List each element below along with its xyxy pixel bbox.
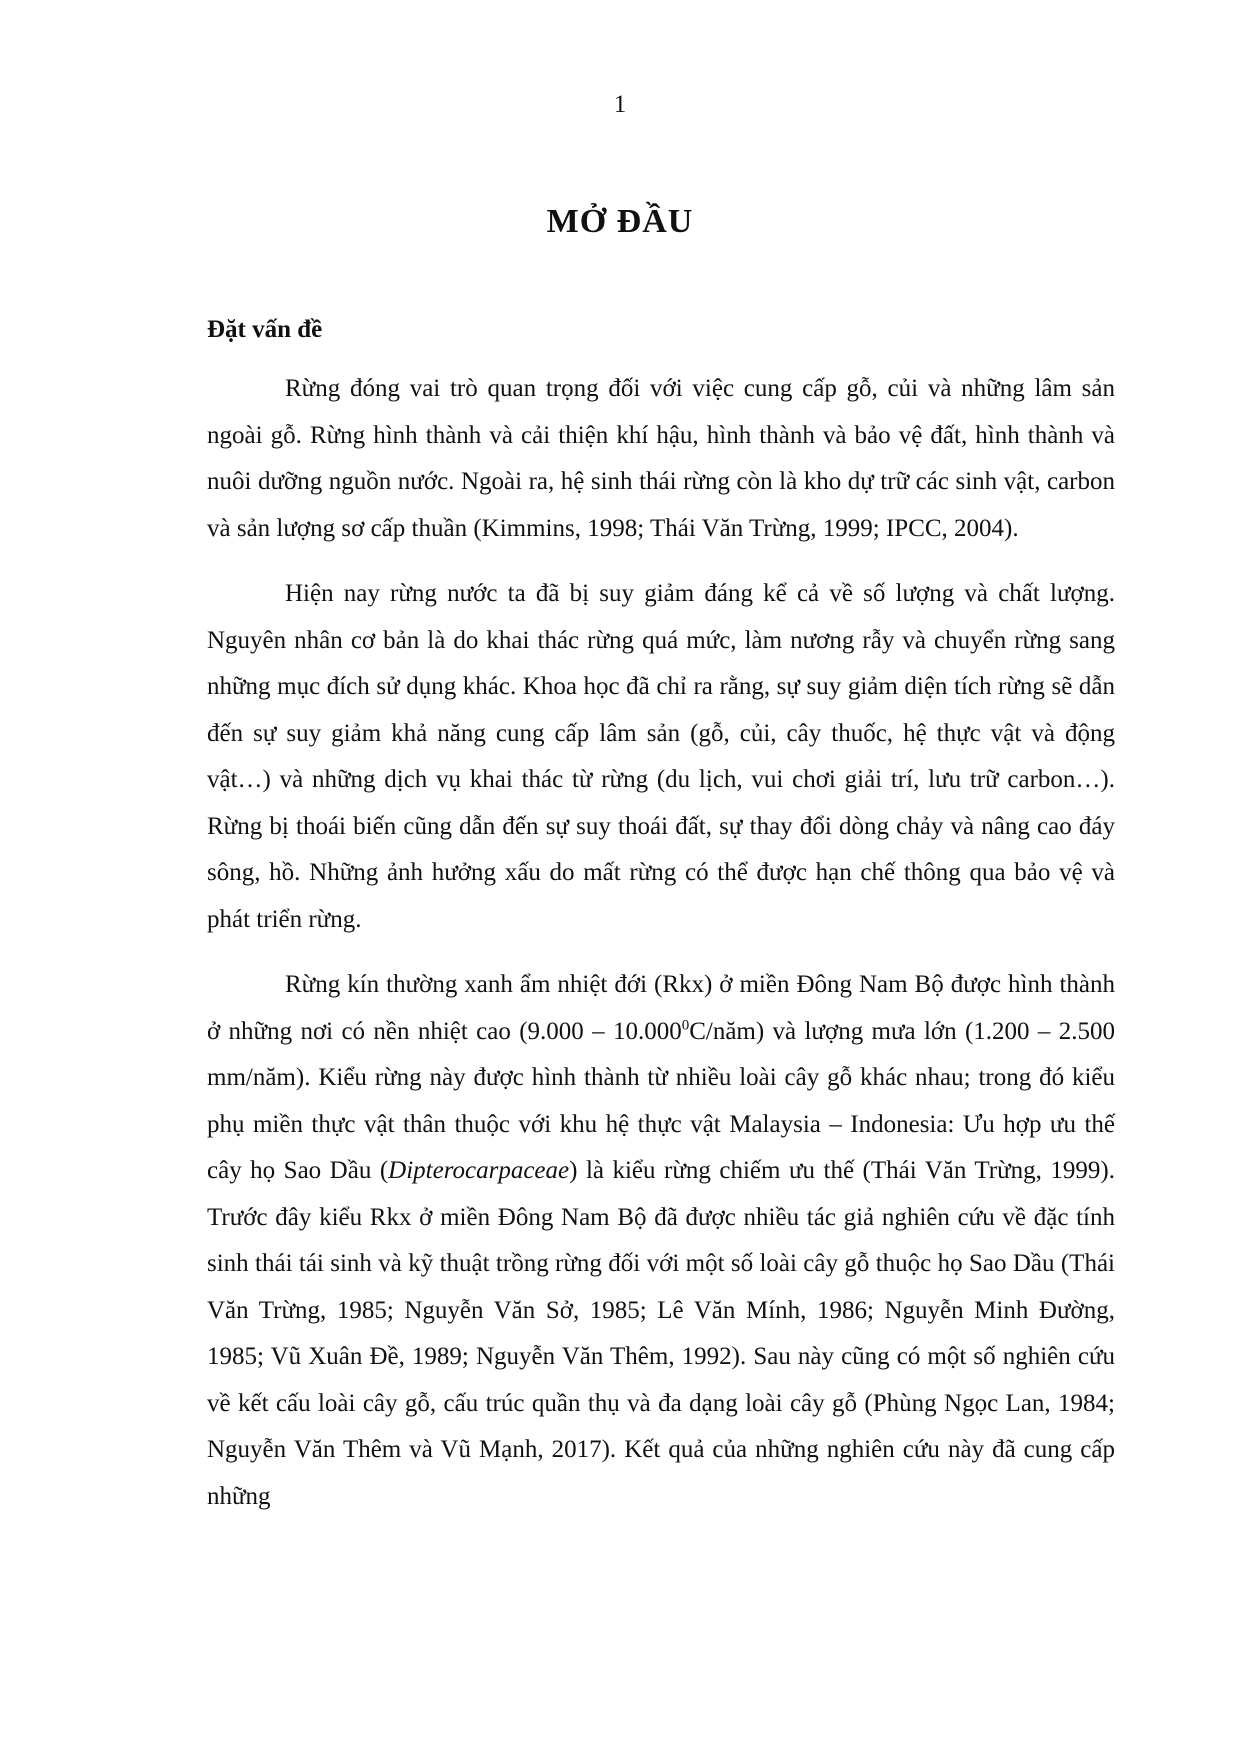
degree-superscript: 0 — [681, 1017, 690, 1034]
page-number: 1 — [613, 91, 627, 118]
body-text — [207, 366, 1115, 1539]
paragraph-1: Rừng đóng vai trò quan trọng đối với việc cung cấp gỗ, củi và những lâm sản ngoài gỗ. Rừng hình thành và cải thiện khí hậu, hình thành và bảo vệ đất, hình thành và nuôi dưỡng nguồn nước. Ngoài ra, hệ sinh thái rừng còn là kho dự trữ các sinh vật, carbon và sản lượng sơ cấp thuần (Kimmins, 1998; Thái Văn Trừng, 1999; IPCC, 2004). — [207, 375, 1115, 542]
chapter-title: MỞ ĐẦU — [546, 203, 694, 240]
paragraph-3-part-c: ) là kiểu rừng chiếm ưu thế (Thái Văn Trừng, 1999). Trước đây kiểu Rkx ở miền Đông Nam Bộ đã được nhiều tác giả nghiên cứu về đặc tính sinh thái tái sinh và kỹ thuật trồng rừng đối với một số loài cây gỗ thuộc họ Sao Dầu (Thái Văn Trừng, 1985; Nguyễn Văn Sở, 1985; Lê Văn Mính, 1986; Nguyễn Minh Đường, 1985; Vũ Xuân Đề, 1989; Nguyễn Văn Thêm, 1992). Sau này cũng có một số nghiên cứu về kết cấu loài cây gỗ, cấu trúc quần thụ và đa dạng loài cây gỗ (Phùng Ngọc Lan, 1984; Nguyễn Văn Thêm và Vũ Mạnh, 2017). Kết quả của những nghiên cứu này đã cung cấp những — [207, 1157, 1116, 1510]
paragraph-3-part-a: Rừng kín thường xanh ẩm nhiệt đới (Rkx) ở miền Đông Nam Bộ được hình thành ở những nơi có nền nhiệt cao (9.000 – 10.000 — [207, 971, 1115, 1045]
section-heading: Đặt vấn đề — [207, 316, 323, 343]
paragraph-2: Hiện nay rừng nước ta đã bị suy giảm đáng kể cả về số lượng và chất lượng. Nguyên nhân cơ bản là do khai thác rừng quá mức, làm nương rẫy và chuyển rừng sang những mục đích sử dụng khác. Khoa học đã chỉ ra rằng, sự suy giảm diện tích rừng sẽ dẫn đến sự suy giảm khả năng cung cấp lâm sản (gỗ, củi, cây thuốc, hệ thực vật và động vật…) và những dịch vụ khai thác từ rừng (du lịch, vui chơi giải trí, lưu trữ carbon…). Rừng bị thoái biến cũng dẫn đến sự suy thoái đất, sự thay đổi dòng chảy và nâng cao đáy sông, hồ. Những ảnh hưởng xấu do mất rừng có thể được hạn chế thông qua bảo vệ và phát triển rừng. — [207, 580, 1115, 933]
paragraph-3 — [207, 962, 1115, 1520]
scientific-name: Dipterocarpaceae — [388, 1157, 570, 1184]
paragraph-3-part-b: C/năm) và lượng mưa lớn (1.200 – 2.500 mm/năm). Kiểu rừng này được hình thành từ nhiều loài cây gỗ khác nhau; trong đó kiểu phụ miền thực vật thân thuộc với khu hệ thực vật Malaysia – Indonesia: Ưu hợp ưu thế cây họ Sao Dầu ( — [207, 1017, 1115, 1184]
